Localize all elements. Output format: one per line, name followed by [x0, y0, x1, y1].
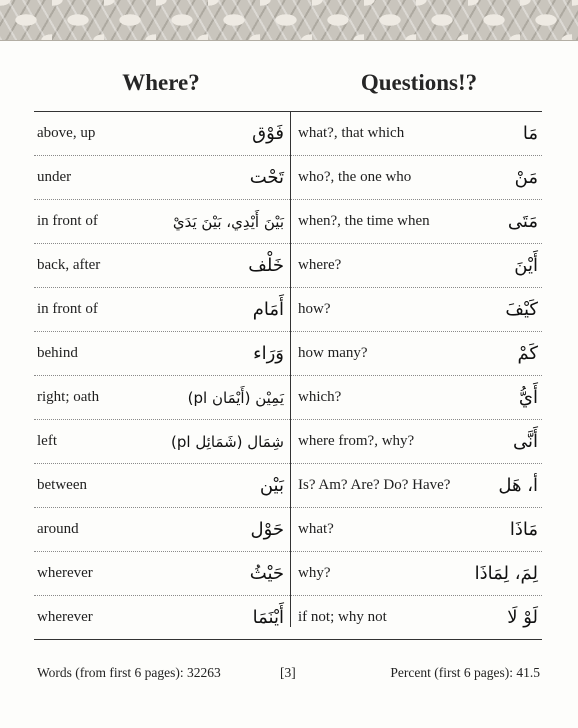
question-cell — [288, 508, 542, 551]
percent-stat: Percent (first 6 pages): 41.5 — [390, 665, 540, 680]
question-cell — [288, 596, 542, 639]
where-cell — [34, 376, 288, 419]
question-cell — [288, 112, 542, 155]
arabic-term: أَيُّ — [518, 387, 538, 408]
arabic-term: خَلْف — [248, 255, 284, 276]
english-term: how? — [298, 301, 331, 317]
question-cell — [288, 244, 542, 287]
english-term: when?, the time when — [298, 213, 430, 229]
decorative-banner — [0, 0, 578, 41]
english-term: under — [37, 169, 72, 185]
arabic-term: أَنَّى — [512, 431, 538, 452]
arabic-term: بَيْنَ أَيْدِي، بَيْنَ يَدَيْ — [172, 212, 284, 231]
english-term: where from?, why? — [298, 433, 415, 449]
where-cell — [34, 112, 288, 155]
question-cell — [288, 332, 542, 375]
table-row — [34, 156, 542, 200]
question-cell — [288, 376, 542, 419]
arabic-term: بَيْن — [259, 475, 284, 496]
page-number: [3] — [280, 665, 296, 680]
arabic-term: كَيْفَ — [505, 299, 538, 320]
where-cell — [34, 332, 288, 375]
question-cell — [288, 200, 542, 243]
english-term: wherever — [37, 609, 93, 625]
arabic-term: تَحْت — [249, 167, 284, 188]
arabic-term: فَوْق — [252, 123, 284, 144]
table-row — [34, 420, 542, 464]
english-term: wherever — [37, 565, 93, 581]
english-term: back, after — [37, 257, 101, 273]
arabic-term: وَرَاء — [253, 343, 284, 364]
english-term: left — [37, 433, 57, 449]
english-term: if not; why not — [298, 609, 387, 625]
arabic-term: لَوْ لَا — [507, 607, 538, 628]
question-cell — [288, 420, 542, 463]
where-cell — [34, 244, 288, 287]
english-term: how many? — [298, 345, 368, 361]
table-row — [34, 244, 542, 288]
english-term: why? — [298, 565, 331, 581]
table-row — [34, 552, 542, 596]
arabic-term: مَنْ — [514, 167, 538, 188]
english-term: which? — [298, 389, 342, 405]
english-term: around — [37, 521, 79, 537]
english-term: where? — [298, 257, 342, 273]
arabic-term: مَا — [522, 123, 538, 144]
vocabulary-table — [34, 112, 542, 640]
english-term: who?, the one who — [298, 169, 412, 185]
question-cell — [288, 552, 542, 595]
where-heading: Where? — [122, 70, 200, 95]
arabic-term: أَيْنَ — [514, 255, 538, 276]
arabic-term: حَوْل — [250, 519, 284, 540]
table-row — [34, 464, 542, 508]
table-row — [34, 288, 542, 332]
questions-heading: Questions!? — [360, 70, 478, 95]
arabic-term: مَاذَا — [509, 519, 538, 540]
question-cell — [288, 288, 542, 331]
english-term: what? — [298, 521, 334, 537]
arabic-term: مَتَى — [507, 211, 538, 232]
english-term: above, up — [37, 125, 96, 141]
table-row — [34, 508, 542, 552]
where-cell — [34, 464, 288, 507]
word-count: Words (from first 6 pages): 32263 — [37, 665, 221, 680]
question-cell — [288, 156, 542, 199]
where-cell — [34, 288, 288, 331]
arabic-term: أ، هَل — [498, 475, 538, 496]
arabic-term: أَمَام — [252, 299, 284, 320]
english-term: what?, that which — [298, 125, 405, 141]
where-cell — [34, 596, 288, 639]
english-term: in front of — [37, 213, 98, 229]
table-row — [34, 200, 542, 244]
arabic-term: يَمِيْن (أَيْمَان pl) — [187, 388, 284, 407]
where-cell — [34, 156, 288, 199]
english-term: between — [37, 477, 87, 493]
table-row — [34, 596, 542, 640]
table-row — [34, 376, 542, 420]
arabic-term: حَيْثُ — [249, 563, 284, 584]
table-row — [34, 112, 542, 156]
where-cell — [34, 420, 288, 463]
question-cell — [288, 464, 542, 507]
arabic-term: شِمَال (شَمَائِل pl) — [170, 432, 284, 451]
where-cell — [34, 508, 288, 551]
where-cell — [34, 200, 288, 243]
arabic-term: كَمْ — [517, 343, 538, 364]
english-term: behind — [37, 345, 78, 361]
english-term: Is? Am? Are? Do? Have? — [298, 477, 451, 493]
english-term: right; oath — [37, 389, 100, 405]
where-cell — [34, 552, 288, 595]
english-term: in front of — [37, 301, 98, 317]
arabic-term: لِمَ، لِمَاذَا — [474, 563, 538, 584]
table-row — [34, 332, 542, 376]
arabic-term: أَيْنَمَا — [252, 607, 284, 628]
